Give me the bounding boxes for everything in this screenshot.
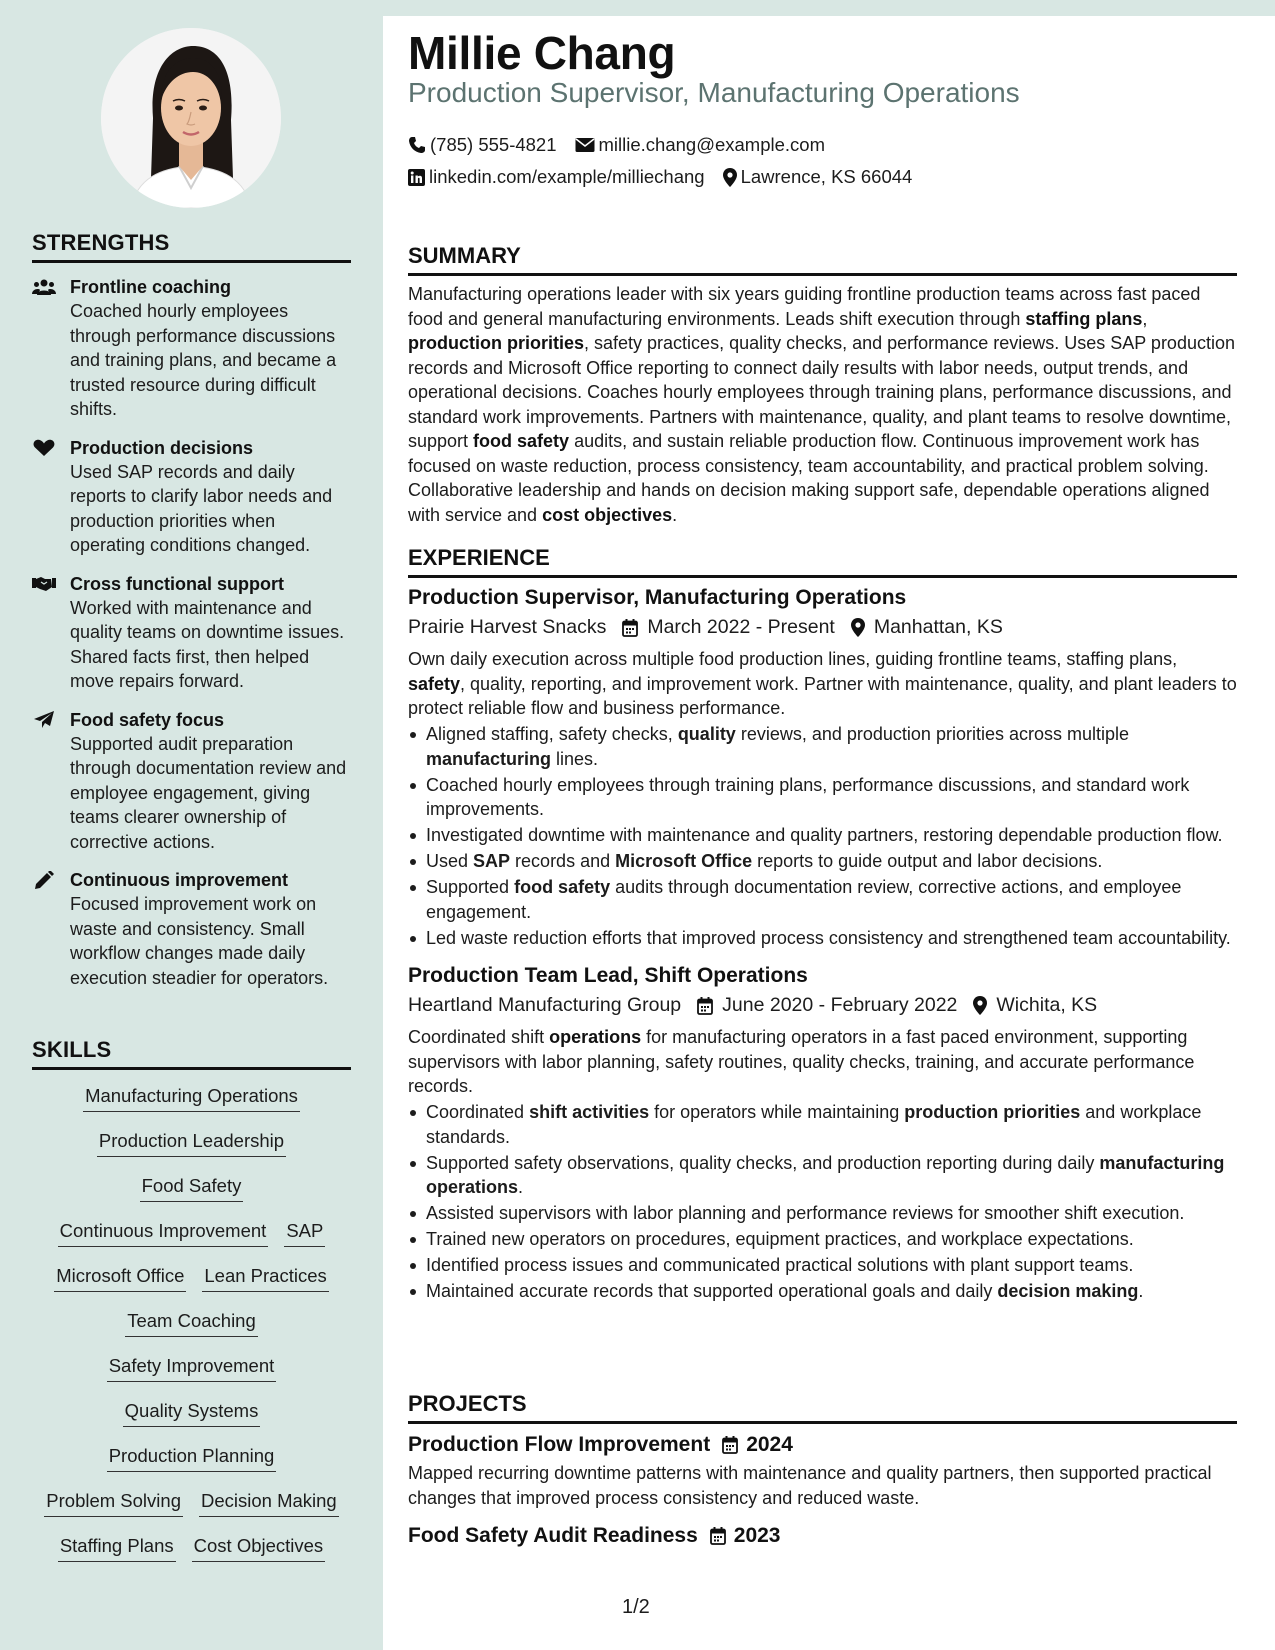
candidate-title: Production Supervisor, Manufacturing Operations <box>408 77 1020 108</box>
bold-keyword: food safety <box>473 431 570 451</box>
strength-body: Focused improvement work on waste and consistency. Small workflow changes made daily execution steadier for operators. <box>70 894 329 988</box>
contact-row-2 <box>408 166 930 188</box>
bullet-item: Supported safety observations, quality checks, and production reporting during daily manufacturing operations. <box>408 1151 1237 1200</box>
skill-tag: Cost Objectives <box>192 1534 326 1562</box>
envelope-icon <box>575 137 595 153</box>
skill-tag: Microsoft Office <box>54 1264 186 1292</box>
job-intro: Coordinated shift operations for manufacturing operators in a fast paced environment, supporting supervisors with labor planning, safety routines, quality checks, training, and accurate performance records. <box>408 1027 1195 1096</box>
strength-item <box>32 436 351 558</box>
bullet-item: Maintained accurate records that supported operational goals and daily decision making. <box>408 1279 1237 1304</box>
phone-icon <box>408 136 426 154</box>
handshake-icon <box>32 575 56 593</box>
project-title: Food Safety Audit Readiness 2023 <box>408 1524 781 1547</box>
email-text: millie.chang@example.com <box>598 134 825 155</box>
calendar-icon <box>697 997 713 1015</box>
skill-tag: Production Planning <box>107 1444 277 1472</box>
bold-keyword: production priorities <box>408 333 585 353</box>
bold-keyword: manufacturing operations <box>426 1152 1225 1197</box>
skill-row <box>32 1485 351 1530</box>
bullet-item: Led waste reduction efforts that improved process consistency and strengthened team accountability. <box>408 926 1237 951</box>
skill-tag: Manufacturing Operations <box>83 1084 300 1112</box>
strength-item <box>32 572 351 694</box>
strength-title: Continuous improvement <box>70 870 289 890</box>
job-dates: June 2020 - February 2022 <box>697 994 957 1017</box>
projects-section <box>408 1391 1237 1548</box>
skill-row <box>32 1170 351 1215</box>
skill-row <box>32 1440 351 1485</box>
skill-tag: Team Coaching <box>125 1309 258 1337</box>
bullet-item: Coached hourly employees through training plans, performance discussions, and standard work improvements. <box>408 773 1237 822</box>
profile-photo-illustration <box>101 28 281 208</box>
heart-icon <box>32 439 56 457</box>
job-location: Wichita, KS <box>973 994 1097 1017</box>
users-icon <box>32 278 56 296</box>
strength-item <box>32 868 351 990</box>
strength-item <box>32 275 351 422</box>
skills-heading: SKILLS <box>32 1037 351 1070</box>
skill-row <box>32 1260 351 1305</box>
skill-tag: Continuous Improvement <box>58 1219 269 1247</box>
bold-keyword: food safety <box>514 877 611 897</box>
bullet-item: Supported food safety audits through documentation review, corrective actions, and employee engagement. <box>408 875 1237 924</box>
skill-tag: Staffing Plans <box>58 1534 176 1562</box>
strength-body: Coached hourly employees through performance discussions and training plans, and became a trusted resource during difficult shifts. <box>70 301 337 419</box>
strength-title: Production decisions <box>70 437 254 458</box>
bullet-item: Aligned staffing, safety checks, quality reviews, and production priorities across multiple manufacturing lines. <box>408 722 1237 771</box>
summary-heading: SUMMARY <box>408 243 1237 276</box>
skills-section <box>32 1037 351 1575</box>
bold-keyword: Microsoft Office <box>615 851 753 871</box>
project-description: Mapped recurring downtime patterns with maintenance and quality partners, then supported practical changes that improved process consistency and reduced waste. <box>408 1463 1212 1508</box>
company-name: Prairie Harvest Snacks <box>408 616 607 638</box>
bold-keyword: quality <box>677 724 736 744</box>
skill-tag: SAP <box>284 1219 325 1247</box>
bold-keyword: shift activities <box>529 1102 650 1122</box>
job-entry <box>408 586 1237 950</box>
skill-row <box>32 1125 351 1170</box>
bold-keyword: staffing plans <box>1025 308 1143 329</box>
skill-row <box>32 1530 351 1575</box>
bullet-item: Used SAP records and Microsoft Office reports to guide output and labor decisions. <box>408 849 1237 874</box>
strength-body: Supported audit preparation through documentation review and employee engagement, giving teams clearer ownership of corrective actions. <box>70 733 347 852</box>
bullet-item: Identified process issues and communicated practical solutions with plant support teams. <box>408 1253 1237 1278</box>
skill-row <box>32 1305 351 1350</box>
job-bullets <box>408 722 1237 950</box>
skill-row <box>32 1395 351 1440</box>
strength-body: Worked with maintenance and quality teams on downtime issues. Shared facts first, then helped move repairs forward. <box>70 597 345 691</box>
summary-text: Manufacturing operations leader with six years guiding frontline production teams across fast paced food and general manufacturing environments. Leads shift execution through staffing plans, production priorities, safety practices, quality checks, and performance reviews. Uses SAP production records and Microsoft Office reporting to connect daily results with labor needs, output trends, and operational decisions. Coaches hourly employees through training plans, performance discussions, and standard work improvements. Partners with maintenance, quality, and plant teams to resolve downtime, support food safety audits, and sustain reliable production flow. Continuous improvement work has focused on waste reduction, process consistency, team accountability, and practical problem solving. Collaborative leadership and hands on decision making support safe, dependable operations aligned with service and cost objectives. <box>408 284 1235 525</box>
location-text: Lawrence, KS 66044 <box>740 166 913 187</box>
skill-tag: Quality Systems <box>123 1399 261 1427</box>
strength-title: Frontline coaching <box>70 277 232 297</box>
skill-row <box>32 1215 351 1260</box>
bold-keyword: SAP <box>473 851 511 871</box>
phone-text: (785) 555-4821 <box>430 134 557 155</box>
job-bullets <box>408 1100 1237 1304</box>
job-intro: Own daily execution across multiple food production lines, guiding frontline teams, staffing plans, safety, quality, reporting, and improvement work. Partner with maintenance, quality, and plant leaders to protect reliable flow and business performance. <box>408 649 1237 718</box>
phone-contact[interactable] <box>408 134 557 156</box>
experience-section <box>408 545 1237 1304</box>
calendar-icon <box>722 1436 738 1454</box>
job-entry <box>408 964 1237 1304</box>
strengths-section <box>32 230 351 990</box>
summary-section <box>408 243 1237 527</box>
bold-keyword: cost objectives <box>542 504 673 525</box>
candidate-name: Millie Chang <box>408 27 676 79</box>
project-year: 2023 <box>733 1524 781 1547</box>
bold-keyword: operations <box>549 1027 642 1047</box>
projects-heading: PROJECTS <box>408 1391 1237 1424</box>
skill-tag: Lean Practices <box>202 1264 328 1292</box>
map-pin-icon <box>723 168 737 187</box>
project-entry <box>408 1524 1237 1548</box>
bullet-item: Trained new operators on procedures, equipment practices, and workplace expectations. <box>408 1227 1237 1252</box>
project-year: 2024 <box>746 1433 793 1456</box>
skill-tag: Production Leadership <box>97 1129 286 1157</box>
calendar-icon <box>710 1527 726 1545</box>
skill-tag: Decision Making <box>199 1489 339 1517</box>
bold-keyword: production priorities <box>904 1102 1081 1122</box>
bullet-item: Assisted supervisors with labor planning and performance reviews for smoother shift execution. <box>408 1201 1237 1226</box>
skill-tag: Safety Improvement <box>107 1354 277 1382</box>
job-meta <box>408 994 1237 1017</box>
experience-heading: EXPERIENCE <box>408 545 1237 578</box>
strength-title: Cross functional support <box>70 573 285 594</box>
linkedin-text: linkedin.com/example/milliechang <box>429 166 705 187</box>
linkedin-contact[interactable] <box>408 166 705 188</box>
jobs-list <box>408 586 1237 1304</box>
strength-body: Used SAP records and daily reports to clarify labor needs and production priorities when operating conditions changed. <box>70 461 333 555</box>
bold-keyword: safety <box>408 673 461 694</box>
profile-photo <box>101 28 281 208</box>
skill-tag: Problem Solving <box>44 1489 183 1517</box>
location-contact <box>723 166 913 188</box>
skills-list <box>32 1080 351 1575</box>
pencil-icon <box>32 871 56 889</box>
project-title: Production Flow Improvement 2024 <box>408 1433 793 1456</box>
contact-row-1 <box>408 134 843 156</box>
strengths-heading: STRENGTHS <box>32 230 351 263</box>
email-contact[interactable] <box>575 134 825 156</box>
job-meta <box>408 616 1237 639</box>
strength-item <box>32 708 351 855</box>
project-entry <box>408 1433 1237 1510</box>
job-title: Production Team Lead, Shift Operations <box>408 964 808 987</box>
bold-keyword: manufacturing <box>426 748 552 769</box>
calendar-icon <box>622 619 638 637</box>
company-name: Heartland Manufacturing Group <box>408 994 682 1016</box>
job-title: Production Supervisor, Manufacturing Operations <box>408 586 907 609</box>
projects-list <box>408 1433 1237 1548</box>
page-number: 1/2 <box>622 1596 650 1618</box>
linkedin-icon <box>408 169 425 186</box>
strength-title: Food safety focus <box>70 709 225 730</box>
skill-row <box>32 1350 351 1395</box>
map-pin-icon <box>851 618 865 637</box>
job-location: Manhattan, KS <box>851 616 1003 639</box>
map-pin-icon <box>973 996 987 1015</box>
bullet-item: Investigated downtime with maintenance and quality partners, restoring dependable production flow. <box>408 823 1237 848</box>
resume-header <box>383 0 1275 210</box>
skill-tag: Food Safety <box>140 1174 244 1202</box>
job-dates: March 2022 - Present <box>622 616 835 639</box>
paper-plane-icon <box>32 711 56 729</box>
bullet-item: Coordinated shift activities for operators while maintaining production priorities and workplace standards. <box>408 1100 1237 1149</box>
bold-keyword: decision making <box>997 1281 1139 1301</box>
skill-row <box>32 1080 351 1125</box>
